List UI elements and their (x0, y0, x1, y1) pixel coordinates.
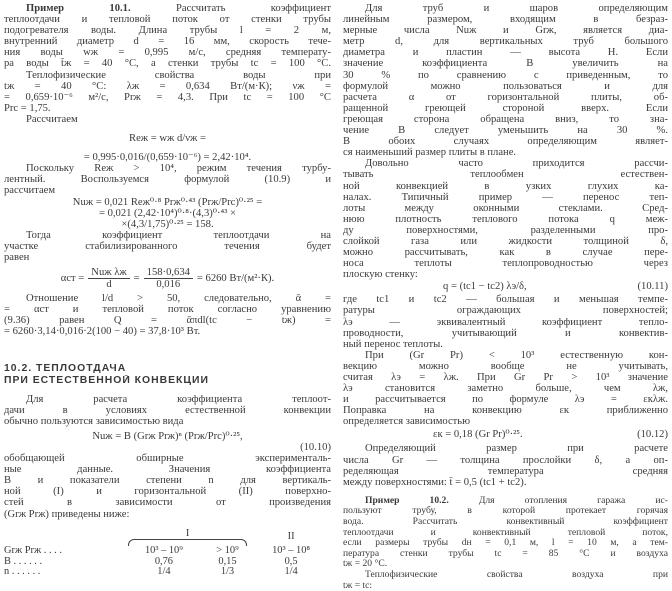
formula-re: Reж = wж d/νж = (129, 133, 206, 145)
equation-number: (10.11) (637, 281, 668, 293)
text-line: Довольно часто приходится рассчи- (365, 158, 668, 170)
text-line: пература стенки трубы tс = 85 °С и воздуха (343, 548, 668, 559)
formula-re-value: = 0,995·0,016/(0,659·10⁻⁶) = 2,42·10⁴. (83, 152, 252, 164)
text-line: tж = 40 °С: λж = 0,634 Вт/(м·К); νж = (4, 80, 331, 92)
coefficients-table (4, 529, 331, 578)
text-line: проводности, учитывающий и конвектив- (343, 327, 668, 339)
cell: 0,5 (284, 555, 298, 567)
cell: 1/4 (157, 566, 171, 578)
text-line: подогревателя воды. Длина трубы l = 2 м, (4, 25, 331, 37)
cell: 10³ – 10⁸ (272, 545, 311, 557)
group-i-header (124, 529, 251, 547)
text-line: нюю плотность теплового потока q меж- (343, 213, 668, 225)
text-line: линейным размером, входящим в безраз- (343, 14, 668, 26)
right-column (343, 3, 668, 591)
text-line: лентный. Воспользуемся формулой (10.9) и (4, 174, 331, 186)
text-line: мерные числа Nuж и Grж, является диа- (343, 25, 668, 37)
text-line: Prс = 1,75. (4, 102, 51, 114)
section-heading: 10.2. ТЕПЛООТДАЧА (4, 363, 127, 375)
text-line: Рассчитаем (26, 113, 78, 125)
text-line: Тогда коэффициент теплоотдачи на (26, 229, 331, 241)
formula-part: αст = (60, 272, 85, 284)
text-line: стей в зависимости от произведения (4, 497, 331, 509)
formula-eps: εк = 0,18 (Gr Pr)⁰·²⁵. (433, 429, 523, 441)
text-line: чение B следует уменьшить на 30 %. (343, 125, 668, 137)
text-line: ный перенос теплоты. (343, 338, 443, 350)
text-line: вода. Рассчитать конвективный коэффициент (343, 517, 668, 528)
text-line: (Grж Prж) приведены ниже: (4, 508, 130, 520)
text-line: ся наименьший размер плиты в плане. (343, 147, 517, 159)
text-line: лоты между оконными стеклами. Сред- (343, 202, 668, 214)
text-line: (9.36) равен Q = ᾱπdl(tс − tж) = (4, 315, 331, 327)
text-line: Теплофизические свойства воздуха при (365, 570, 668, 580)
text-line: Теплофизические свойства воды при (26, 69, 331, 81)
formula-nu: ×(4,3/1,75)⁰·²⁵ = 158. (121, 218, 214, 230)
text-line: Для расчета коэффициента теплоот- (26, 393, 331, 405)
cell: 1/4 (284, 566, 298, 578)
text-line: где tс1 и tс2 — большая и меньшая темпе- (343, 294, 668, 306)
text-line: считая λэ = λж. При Gr Pr > 10³ значение (343, 372, 668, 383)
text-line: если размеры трубы dн = 0,1 м, l = 10 м, а тем- (343, 538, 668, 549)
text-line: ной (I) и горизонтальной (II) поверхно- (4, 486, 331, 498)
text-line: = 6260·3,14·0,016·2(100 − 40) = 37,8·10³ Вт. (4, 326, 201, 338)
text-line: tж = 20 °С. (343, 559, 388, 570)
text-line: λэ становится заметно больше, чем λж, (343, 383, 668, 395)
text-line: равен (4, 251, 30, 263)
text-line: Поправка на конвекцию εк приближенно (343, 405, 668, 417)
text-line: ной конвекцией в узких глухих ка- (343, 180, 668, 192)
text-line: теплоотдачи и тепловой поток от стенки трубы (4, 14, 331, 26)
text-line: обычно пользуются зависимостью вида (4, 415, 184, 427)
text-line: участке стабилизированного течения будет (4, 240, 331, 252)
cell: 0,76 (154, 555, 173, 567)
text-line: ду поверхностями, разделенными про- (343, 224, 668, 236)
cell: 1/3 (220, 566, 235, 578)
text-line: и рассчитывается по формуле λэ = εкλж. (343, 394, 668, 406)
fraction (88, 267, 129, 290)
spacer (4, 125, 331, 133)
spacer (4, 386, 331, 394)
equation-number: (10.10) (300, 442, 331, 453)
text-line: плоскую стенку: (343, 269, 418, 281)
denominator: d (106, 278, 112, 290)
text-line: Поскольку Reж > 10⁴, режим течения турбу- (26, 163, 331, 175)
section-heading: ПРИ ЕСТЕСТВЕННОЙ КОНВЕКЦИИ (4, 374, 209, 386)
formula-nu-natural: N̄uж = B (Grж Prж)ⁿ (Prж/Prс)⁰·²⁵, (92, 430, 243, 442)
text-line: греющая сторона обращена вниз, то зна- (343, 113, 668, 125)
text-line: обобщающей обширные эксперименталь- (4, 453, 331, 465)
table-row (4, 567, 331, 578)
text-line: ределяющая температура средняя (343, 465, 668, 477)
formula-nu: Nuж = 0,021 Reж⁰·⁸ Prж⁰·⁴³ (Prж/Prс)⁰·²⁵ = (72, 196, 263, 208)
text-line: ращенной греющей стороной вверх. Если (343, 102, 668, 114)
text-line: векцию можно вообще не учитывать, (343, 360, 668, 372)
text-line: тывать теплообмен естествен- (343, 169, 668, 181)
cell: > 10⁹ (216, 545, 239, 557)
example-label: Пример 10.2. (365, 495, 449, 506)
text-line: ные данные. Значения коэффициента (4, 464, 331, 476)
text-line: пользуют трубу, в которой протекает горячая (343, 506, 668, 517)
text-line: λэ — эквивалентный коэффициент тепло- (343, 316, 668, 328)
example-10-1 (4, 3, 331, 125)
cell: 10³ – 10⁹ (144, 545, 183, 557)
text-line: между поверхностями: t̄ = 0,5 (tс1 + tс2). (343, 476, 527, 488)
text-line: носа теплоты теплопроводностью через (343, 258, 668, 270)
text-line: теплоотдачи и конвективный тепловой поток, (343, 527, 668, 538)
text-line: = 0,659·10⁻⁶ м²/с, Prж = 4,3. При tс = 100 °С (4, 91, 331, 103)
row-label: n . . . . . . (4, 566, 41, 578)
row-label: B . . . . . . (4, 555, 43, 567)
text-line: Пример 10.2. Для отопления гаража ис- (365, 495, 668, 506)
text-line: = αст и тепловой поток согласно уравнению (4, 304, 331, 316)
spacer (4, 337, 331, 363)
text-line: 30 % по сравнению с приведенным, то (343, 69, 668, 81)
denominator: 0,016 (156, 278, 181, 290)
text-line: Пример 10.1. Рассчитать коэффициент (26, 3, 331, 14)
text-line: ра воды t̄ж = 40 °С, а стенки трубы tс = 100 °С. (4, 58, 331, 70)
formula-eps-row (343, 427, 668, 443)
formula-part: = (133, 272, 140, 284)
formula-nu: = 0,021 (2,42·10⁴)⁰·⁸·(4,3)⁰·⁴³ × (98, 207, 237, 219)
spacer (343, 488, 668, 496)
example-10-2 (343, 496, 668, 591)
text-line: Отношение l/d > 50, следовательно, ᾱ = (26, 293, 331, 305)
text-line: ния воды wж = 0,995 м/с, средняя температу- (4, 47, 331, 59)
example-label: Пример 10.1. (26, 3, 131, 14)
text-line: слойкой газа или жидкости толщиной δ, (343, 235, 668, 247)
text-line: ратуры ограждающих поверхностей; (343, 305, 668, 317)
numerator: 158·0,634 (144, 267, 193, 279)
text-line: внутренний диаметр d = 16 мм, скорость тече- (4, 36, 331, 48)
text-line: значение коэффициента B увеличить на (343, 58, 668, 70)
text-line: дачи в условиях естественной конвекции (4, 404, 331, 416)
text-line: формулой можно пользоваться и для (343, 80, 668, 92)
text-line: диаметра и пластин — высота H. Если (343, 47, 668, 59)
formula-alpha (4, 266, 331, 290)
text-line: налах. Типичный пример — перенос теп- (343, 191, 668, 203)
spacer (4, 144, 331, 152)
formula-q-row (343, 280, 668, 294)
formula-q: q = (tс1 − tс2) λэ/δ, (443, 281, 527, 293)
row-label: Grж Prж . . . . (4, 545, 62, 557)
text-line: определяется зависимостью (343, 416, 471, 428)
text-line: метр d, для вертикальных труб большого (343, 36, 668, 48)
equation-number: (10.12) (637, 429, 668, 441)
text-line: числа Gr — толщина прослойки δ, а оп- (343, 454, 668, 466)
group-label: I (185, 527, 190, 539)
text-line: Определяющий размер при расчете (365, 443, 668, 455)
group-ii-header: II (287, 531, 295, 543)
text-line: В обоих случаях определяющим являет- (343, 136, 668, 148)
text-line: расчета α от горизонтальной плиты, об- (343, 91, 668, 103)
text-line: Для труб и шаров определяющим (365, 3, 668, 14)
text-line: B и показатели степени n для вертикаль- (4, 475, 331, 487)
fraction (144, 267, 193, 290)
cell: 0,15 (218, 555, 237, 567)
left-column (4, 3, 331, 578)
formula-part: = 6260 Вт/(м²·К). (196, 272, 275, 284)
table-header-row (4, 529, 331, 547)
text-line: рассчитаем (4, 185, 56, 197)
numerator: Nuж λж (88, 267, 129, 279)
text-line: tж = tс: (343, 580, 373, 591)
text-line: можно рассчитывать, как в случае пере- (343, 247, 668, 259)
text-line: При (Gr Pr) < 10³ естественную кон- (365, 349, 668, 361)
